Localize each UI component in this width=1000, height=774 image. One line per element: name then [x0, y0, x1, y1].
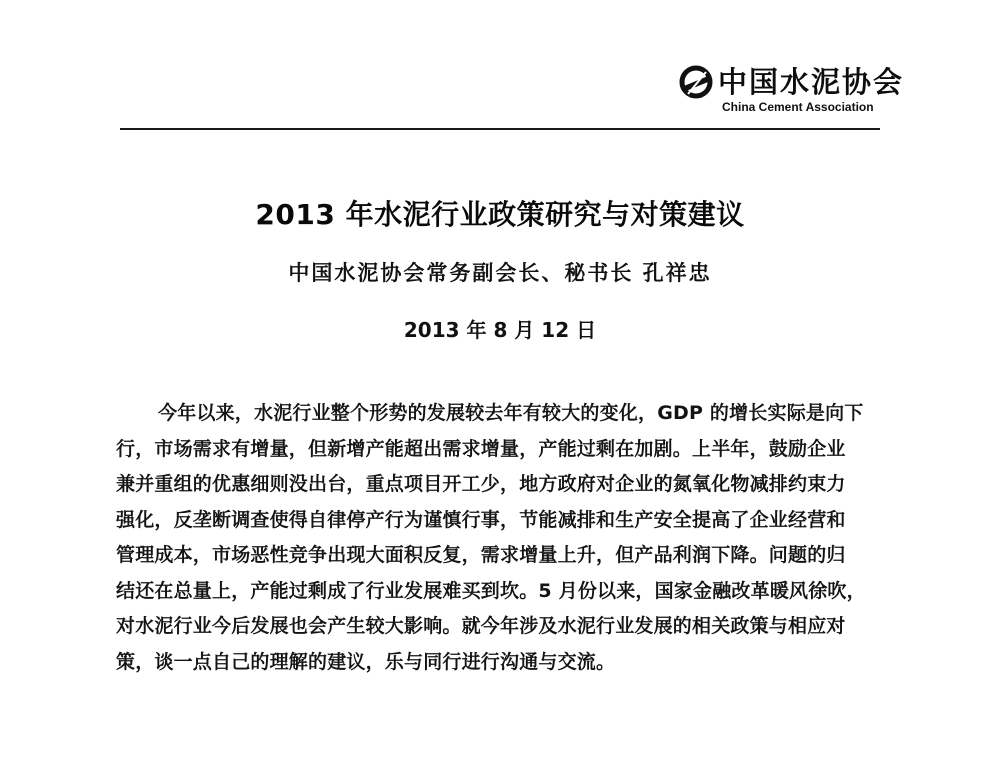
paragraph-line: 结还在总量上，产能过剩成了行业发展难买到坎。5 月份以来，国家金融改革暖风徐吹， — [116, 579, 866, 602]
document-date: 2013 年 8 月 12 日 — [403, 318, 597, 342]
logo-english-name: China Cement Association — [722, 100, 874, 114]
paragraph-line: 对水泥行业今后发展也会产生较大影响。就今年涉及水泥行业发展的相关政策与相应对 — [116, 615, 846, 637]
author-line: 中国水泥协会常务副会长、秘书长 孔祥忠 — [288, 260, 712, 285]
header-divider — [120, 128, 880, 130]
paragraph-line: 管理成本，市场恶性竞争出现大面积反复，需求增量上升，但产品利润下降。问题的归 — [116, 544, 846, 566]
body-paragraph — [116, 396, 886, 680]
paragraph-line: 今年以来，水泥行业整个形势的发展较去年有较大的变化，GDP 的增长实际是向下 — [158, 402, 864, 424]
logo-chinese-name: 中国水泥协会 — [718, 65, 905, 99]
paragraph-line: 策，谈一点自己的理解的建议，乐与同行进行沟通与交流。 — [116, 650, 616, 673]
document-title: 2013 年水泥行业政策研究与对策建议 — [255, 198, 745, 231]
paragraph-line: 强化，反垄断调查使得自律停产行为谨慎行事，节能减排和生产安全提高了企业经营和 — [116, 508, 846, 531]
association-logo — [678, 58, 905, 120]
paragraph-line: 行，市场需求有增量，但新增产能超出需求增量，产能过剩在加剧。上半年，鼓励企业 — [116, 437, 846, 460]
cement-association-logo-icon — [678, 64, 714, 100]
paragraph-line: 兼并重组的优惠细则没出台，重点项目开工少，地方政府对企业的氮氧化物减排约束力 — [116, 473, 846, 495]
